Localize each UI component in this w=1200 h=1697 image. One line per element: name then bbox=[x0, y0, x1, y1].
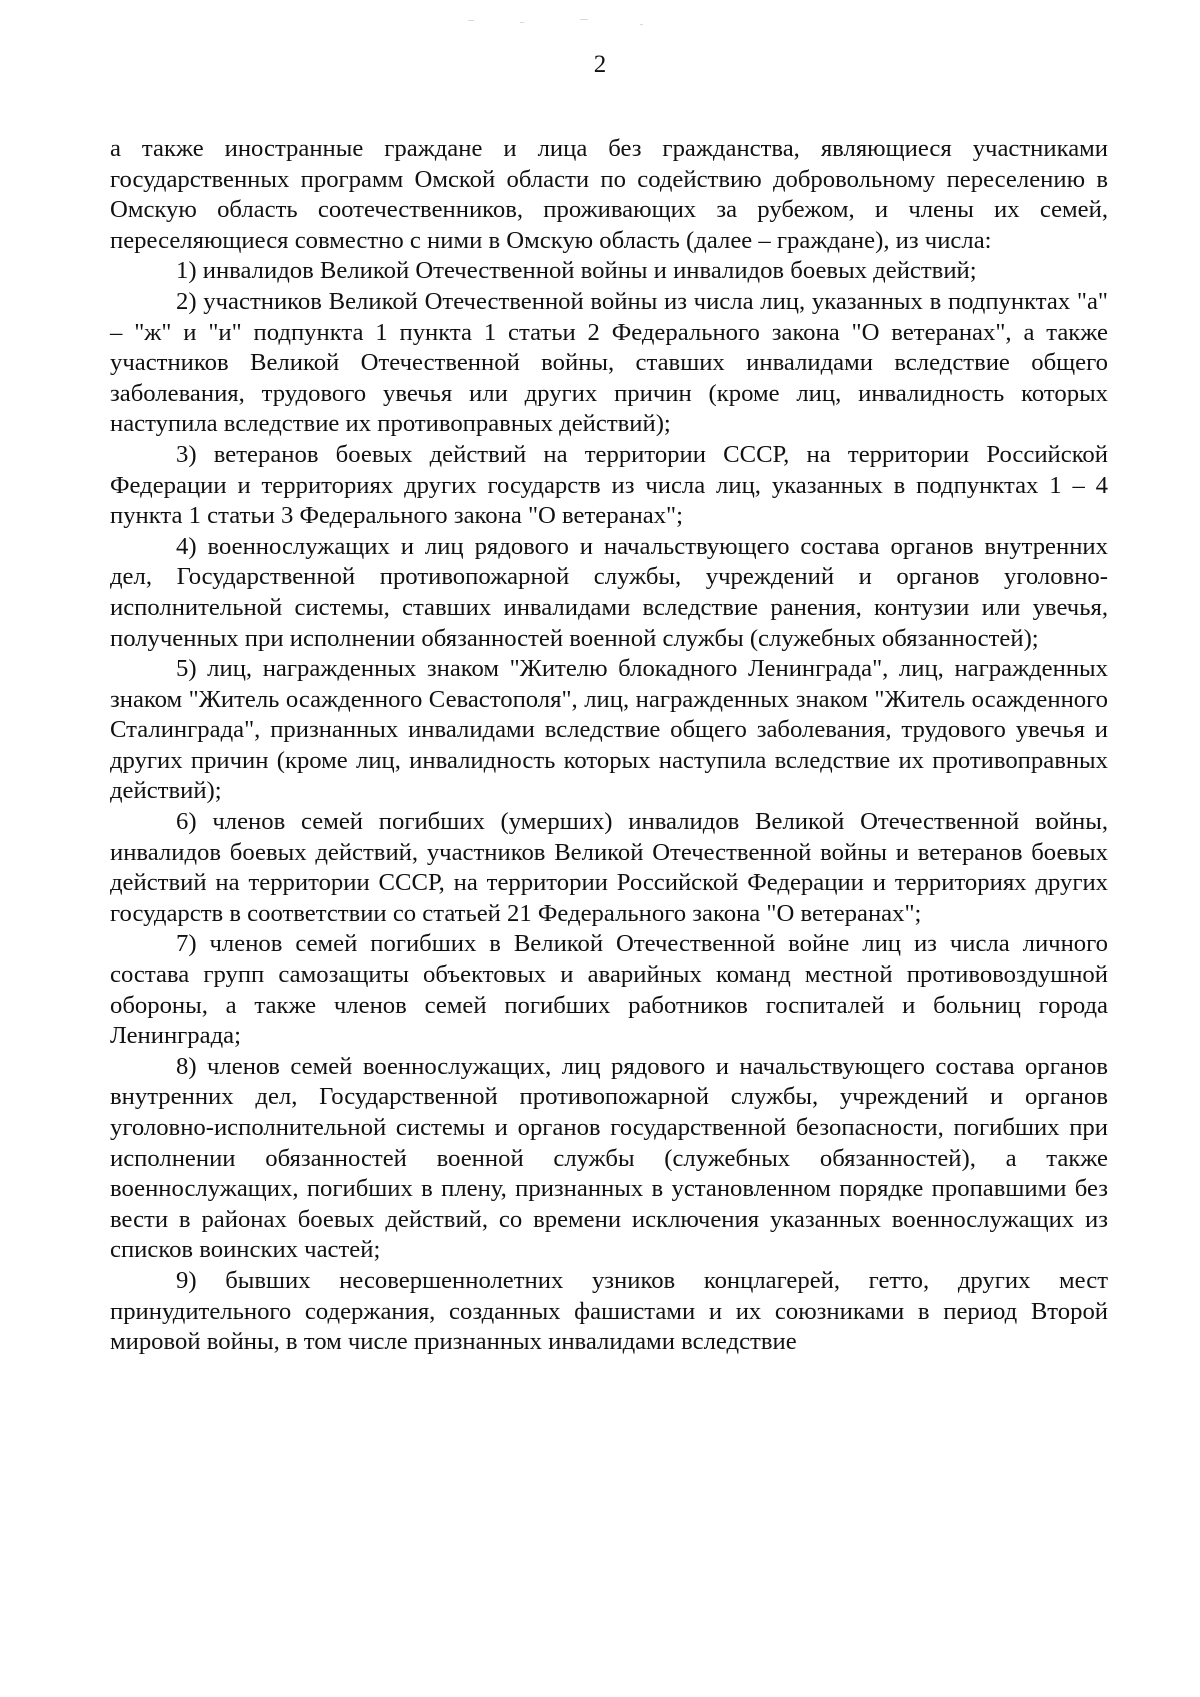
list-item-4: 4) военнослужащих и лиц рядового и начальствующего состава органов внутренних дел, Государственной противопожарной службы, учреждений и органов уголовно-исполнительной системы, ставших инвалидами вследствие ранения, контузии или увечья, полученных при исполнении обязанностей военной службы (служебных обязанностей); bbox=[110, 532, 1108, 652]
scan-artifact bbox=[520, 22, 524, 23]
scan-artifact bbox=[640, 24, 643, 25]
list-item-1: 1) инвалидов Великой Отечественной войны и инвалидов боевых действий; bbox=[176, 257, 977, 285]
list-item-3: 3) ветеранов боевых действий на территории СССР, на территории Российской Федерации и территориях других государств из числа лиц, указанных в подпунктах 1 – 4 пункта 1 статьи 3 Федерального закона "О ветеранах"; bbox=[110, 440, 1108, 530]
list-item-5: 5) лиц, награжденных знаком "Жителю блокадного Ленинграда", лиц, награжденных знаком "Житель осажденного Севастополя", лиц, награжденных знаком "Житель осажденного Сталинграда", признанных инвалидами вследствие общего заболевания, трудового увечья и других причин (кроме лиц, инвалидность которых наступила вследствие их противоправных действий); bbox=[110, 655, 1108, 805]
list-item-2: 2) участников Великой Отечественной войны из числа лиц, указанных в подпунктах "а" – "ж" и "и" подпункта 1 пункта 1 статьи 2 Федерального закона "О ветеранах", а также участников Великой Отечественной войны, ставших инвалидами вследствие общего заболевания, трудового увечья или других причин (кроме лиц, инвалидность которых наступила вследствие их противоправных действий); bbox=[110, 287, 1108, 438]
document-body bbox=[110, 134, 1108, 1358]
scan-artifact bbox=[580, 19, 588, 20]
list-item-7: 7) членов семей погибших в Великой Отечественной войне лиц из числа личного состава групп самозащиты объектовых и аварийных команд местной противовоздушной обороны, а также членов семей погибших работников госпиталей и больниц города Ленинграда; bbox=[110, 930, 1108, 1050]
list-item-9: 9) бывших несовершеннолетних узников концлагерей, гетто, других мест принудительного содержания, созданных фашистами и их союзниками в период Второй мировой войны, в том числе признанных инвалидами вследствие bbox=[110, 1266, 1108, 1356]
list-item-6: 6) членов семей погибших (умерших) инвалидов Великой Отечественной войны, инвалидов боевых действий, участников Великой Отечественной войны и ветеранов боевых действий на территории СССР, на территории Российской Федерации и территориях других государств в соответствии со статьей 21 Федерального закона "О ветеранах"; bbox=[110, 808, 1108, 927]
scan-artifact bbox=[468, 20, 474, 21]
intro-paragraph: а также иностранные граждане и лица без гражданства, являющиеся участниками государственных программ Омской области по содействию добровольному переселению в Омскую область соотечественников, проживающих за рубежом, и члены их семей, переселяющиеся совместно с ними в Омскую область (далее – граждане), из числа: bbox=[110, 135, 1108, 254]
page-number: 2 bbox=[593, 51, 607, 78]
list-item-8: 8) членов семей военнослужащих, лиц рядового и начальствующего состава органов внутренних дел, Государственной противопожарной службы, учреждений и органов уголовно-исполнительной системы и органов государственной безопасности, погибших при исполнении обязанностей военной службы (служебных обязанностей), а также военнослужащих, погибших в плену, признанных в установленном порядке пропавшими без вести в районах боевых действий, со времени исключения указанных военнослужащих из списков воинских частей; bbox=[110, 1052, 1108, 1264]
